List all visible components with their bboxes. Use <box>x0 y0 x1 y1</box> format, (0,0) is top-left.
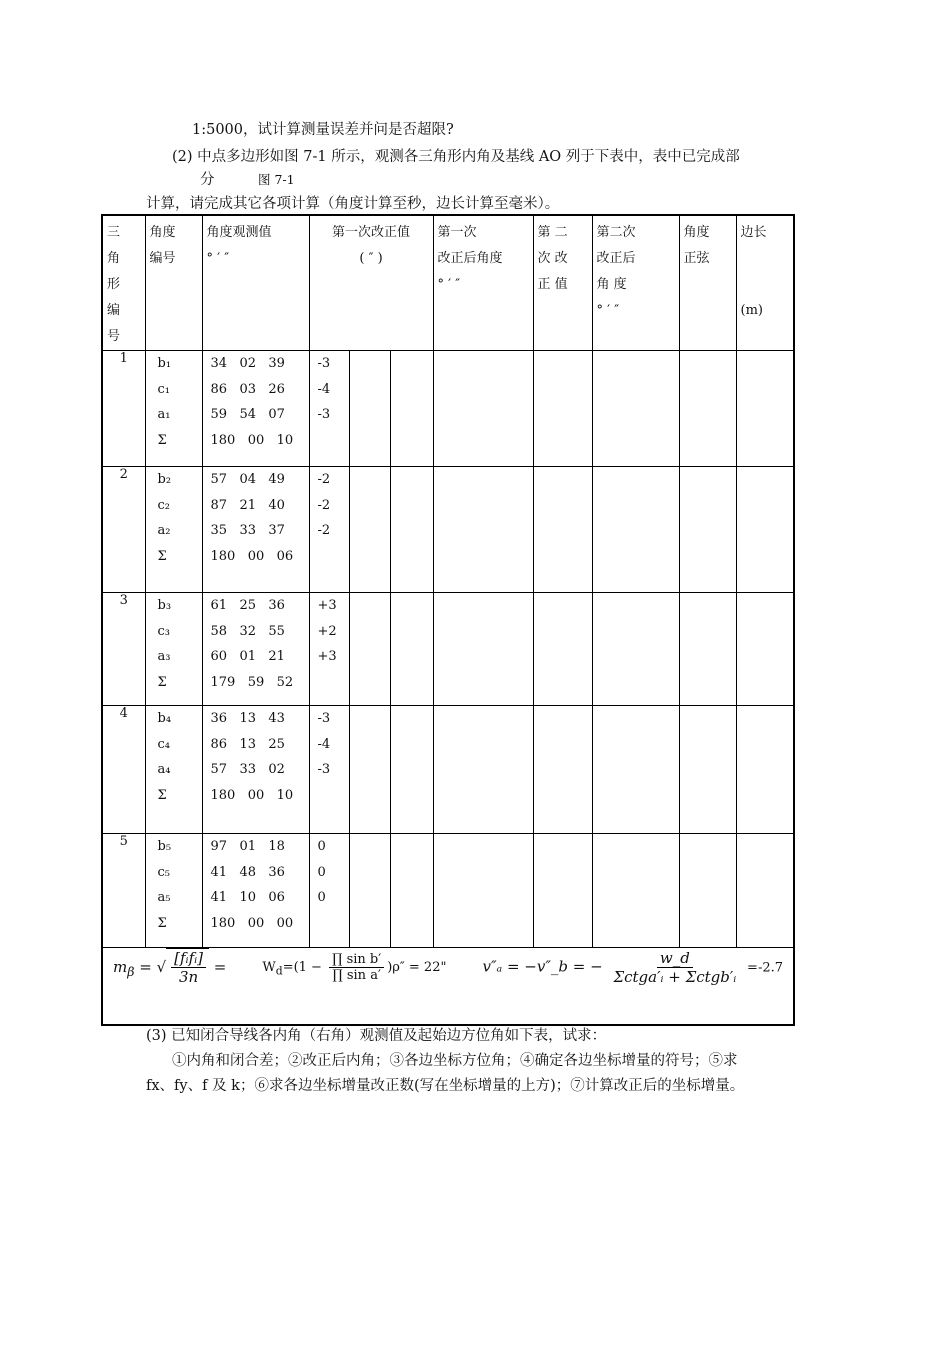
first-corrections <box>309 593 349 706</box>
first-corrections-line-1: +2 <box>317 623 337 639</box>
empty-cell <box>349 593 390 706</box>
observed-angles-line-1: 86 03 26 <box>210 381 285 397</box>
formula-w-value: = 22" <box>408 959 447 975</box>
empty-cell <box>390 351 433 467</box>
text-line-2: (2) 中点多边形如图 7-1 所示，观测各三角形内角及基线 AO 列于下表中，表中已完成部 <box>172 149 740 165</box>
angle-labels <box>145 467 202 593</box>
empty-cell <box>390 593 433 706</box>
formula-m-den: 3n <box>178 968 199 986</box>
angle-labels-line-0: b₃ <box>157 598 172 613</box>
formula-m-sub: β <box>127 964 135 979</box>
header-text-c7-1: 改正后 <box>596 251 636 266</box>
formula-w-sub: d <box>275 964 283 978</box>
header-text-c7-0: 第二次 <box>596 225 636 240</box>
header-text-c6-2: 正 值 <box>537 277 568 292</box>
first-corrections-line-0: +3 <box>317 598 337 613</box>
first-corrections-line-2: -2 <box>317 523 331 538</box>
angle-labels-line-0: b₁ <box>157 356 172 371</box>
header-text-c7-3: ° ′ ″ <box>596 303 620 318</box>
angle-labels-line-3: Σ <box>157 432 167 448</box>
observed-angles-line-0: 34 02 39 <box>210 356 285 371</box>
header-second-correction <box>533 215 592 351</box>
header-text-c9-0: 边长 <box>740 225 767 240</box>
empty-cell <box>679 706 736 834</box>
header-text-c5-1: 改正后角度 <box>437 251 503 266</box>
formula-w-den: ∏ sin a′ <box>332 967 381 983</box>
angle-labels-line-0: b₅ <box>157 839 172 854</box>
angle-labels <box>145 706 202 834</box>
empty-cell <box>736 467 794 593</box>
angle-labels-line-2: a₅ <box>157 890 171 905</box>
figure-caption: 图 7-1 <box>258 172 295 187</box>
observed-angles-line-0: 97 01 18 <box>210 839 285 854</box>
empty-cell <box>592 593 679 706</box>
observed-angles-line-1: 41 48 36 <box>210 864 285 880</box>
header-text-c3-0: 角度观测值 <box>206 225 272 240</box>
empty-cell <box>533 351 592 467</box>
angle-labels-line-0: b₄ <box>157 711 172 726</box>
header-first-correction <box>309 215 433 351</box>
angle-labels-line-2: a₃ <box>157 649 171 664</box>
angle-labels-line-0: b₂ <box>157 472 172 487</box>
triangle-group-5 <box>102 834 794 948</box>
formula-v-den: Σctga′ᵢ + Σctgb′ᵢ <box>613 967 737 986</box>
formula-line: $m_\beta$ = √ $\frac{\text{[fᵢfᵢ]}}{3n}$ = $W_d=(1$ − $\frac{\text{∏ sin b′}}{\text{∏ sin a′}}$ )ρ″ = 22" v″ₐ = −v″_b = − $\frac{w\_d}{\text{Σctga′ᵢ + Σctgb′ᵢ}}$ =-2.7 <box>113 948 784 986</box>
angle-labels <box>145 351 202 467</box>
text-after-1: (3) 已知闭合导线各内角（右角）观测值及起始边方位角如下表，试求： <box>146 1028 607 1044</box>
header-text-c3-1: ° ′ ″ <box>206 251 230 266</box>
observed-angles-line-3: 180 00 10 <box>210 787 294 803</box>
empty-cell <box>736 834 794 948</box>
text-line-1: 1:5000，试计算测量误差并问是否超限? <box>192 122 454 138</box>
header-row <box>102 215 794 351</box>
empty-cell <box>390 467 433 593</box>
empty-cell <box>533 593 592 706</box>
first-corrections-line-2: -3 <box>317 407 331 422</box>
angle-labels <box>145 593 202 706</box>
first-corrections-line-3 <box>318 544 349 570</box>
header-triangle-no <box>102 215 145 351</box>
angle-labels-line-2: a₂ <box>157 523 171 538</box>
first-corrections-line-0: 0 <box>317 839 326 854</box>
empty-cell <box>592 351 679 467</box>
formula-v-value: =-2.7 <box>747 960 784 975</box>
empty-cell <box>433 706 533 834</box>
header-observed <box>202 215 309 351</box>
header-text-c4-1: ( ″ ) <box>359 251 383 266</box>
empty-cell <box>679 467 736 593</box>
angle-labels-line-1: c₃ <box>157 623 170 639</box>
empty-cell <box>533 706 592 834</box>
empty-cell <box>349 467 390 593</box>
observed-angles-line-2: 35 33 37 <box>210 523 285 538</box>
observed-angles-line-3: 180 00 00 <box>210 915 294 931</box>
observed-angles-line-2: 41 10 06 <box>210 890 285 905</box>
empty-cell <box>736 351 794 467</box>
empty-cell <box>433 593 533 706</box>
empty-cell <box>592 706 679 834</box>
header-text-c1-0: 三 <box>107 225 121 240</box>
triangle-number: 2 <box>102 467 145 593</box>
header-text-c6-0: 第 二 <box>537 225 568 240</box>
empty-cell <box>679 834 736 948</box>
header-side-length <box>736 215 794 351</box>
angle-labels-line-2: a₁ <box>157 407 171 422</box>
header-text-c2-0: 角度 <box>149 225 176 240</box>
empty-cell <box>433 351 533 467</box>
observed-angles-line-3: 180 00 10 <box>210 432 294 448</box>
angle-labels-line-3: Σ <box>157 674 167 690</box>
header-text-c2-1: 编号 <box>149 251 176 266</box>
observed-angles-line-0: 36 13 43 <box>210 711 285 726</box>
triangle-number: 5 <box>102 834 145 948</box>
calc-table <box>101 214 795 1026</box>
empty-cell <box>533 467 592 593</box>
header-text-c9-1: (m) <box>740 303 763 318</box>
empty-cell <box>349 834 390 948</box>
empty-cell <box>433 467 533 593</box>
first-corrections-line-3 <box>318 670 349 696</box>
angle-labels-line-3: Σ <box>157 548 167 564</box>
triangle-number: 1 <box>102 351 145 467</box>
first-corrections-line-2: +3 <box>317 649 337 664</box>
first-corrections-line-1: -4 <box>317 736 331 752</box>
first-corrections-line-0: -2 <box>317 472 331 487</box>
formula-w-close: )ρ″ <box>387 959 405 975</box>
formula-eq: = <box>213 958 227 976</box>
observed-angles-line-2: 57 33 02 <box>210 762 285 777</box>
empty-cell <box>736 706 794 834</box>
header-first-corrected <box>433 215 533 351</box>
formula-m: m <box>113 958 128 976</box>
empty-cell <box>349 351 390 467</box>
triangle-group-2 <box>102 467 794 593</box>
formula-w-num: ∏ sin b′ <box>329 952 384 968</box>
formula-w-open: =(1 − <box>282 959 322 975</box>
observed-angles <box>202 351 309 467</box>
triangle-number: 3 <box>102 593 145 706</box>
angle-labels-line-3: Σ <box>157 915 167 931</box>
header-text-c1-4: 号 <box>107 329 121 344</box>
first-corrections <box>309 706 349 834</box>
first-corrections-line-3 <box>318 783 349 809</box>
formula-m-num: [fᵢfᵢ] <box>171 949 206 968</box>
header-text-c5-2: ° ′ ″ <box>437 277 461 292</box>
angle-labels <box>145 834 202 948</box>
observed-angles-line-0: 57 04 49 <box>210 472 285 487</box>
header-text-c4-0: 第一次改正值 <box>332 225 411 240</box>
first-corrections <box>309 351 349 467</box>
header-text-c7-2: 角 度 <box>596 277 627 292</box>
observed-angles-line-0: 61 25 36 <box>210 598 285 613</box>
formula-row <box>102 948 794 1026</box>
header-second-corrected <box>592 215 679 351</box>
first-corrections-line-0: -3 <box>317 356 331 371</box>
triangle-group-4 <box>102 706 794 834</box>
header-angle-no <box>145 215 202 351</box>
angle-labels-line-1: c₂ <box>157 497 170 513</box>
empty-cell <box>533 834 592 948</box>
first-corrections <box>309 467 349 593</box>
observed-angles-line-1: 58 32 55 <box>210 623 285 639</box>
angle-labels-line-1: c₁ <box>157 381 170 397</box>
angle-labels-line-3: Σ <box>157 787 167 803</box>
text-line-3a: 分 <box>200 172 215 188</box>
header-text-c6-1: 次 改 <box>537 251 568 266</box>
empty-cell <box>349 706 390 834</box>
first-corrections-line-1: -4 <box>317 381 331 397</box>
observed-angles <box>202 834 309 948</box>
text-line-4: 计算，请完成其它各项计算（角度计算至秒，边长计算至毫米）。 <box>146 196 560 212</box>
first-corrections-line-1: 0 <box>317 864 326 880</box>
empty-cell <box>736 593 794 706</box>
header-text-c5-0: 第一次 <box>437 225 477 240</box>
formula-v-num: w_d <box>657 949 693 968</box>
empty-cell <box>679 593 736 706</box>
formula-v: v″ₐ = −v″_b = − <box>482 957 603 975</box>
observed-angles-line-2: 59 54 07 <box>210 407 285 422</box>
observed-angles <box>202 467 309 593</box>
header-sine <box>679 215 736 351</box>
triangle-number: 4 <box>102 706 145 834</box>
first-corrections-line-1: -2 <box>317 497 331 513</box>
triangle-group-1 <box>102 351 794 467</box>
observed-angles-line-3: 180 00 06 <box>210 548 294 564</box>
angle-labels-line-1: c₄ <box>157 736 170 752</box>
header-text-c1-3: 编 <box>107 303 121 318</box>
first-corrections-line-3 <box>318 911 349 937</box>
triangle-group-3 <box>102 593 794 706</box>
text-after-3: fx、fy、f 及 k；⑥求各边坐标增量改正数(写在坐标增量的上方)；⑦计算改正后的坐标增量。 <box>146 1078 745 1094</box>
observed-angles-line-1: 87 21 40 <box>210 497 285 513</box>
first-corrections-line-3 <box>318 428 349 454</box>
angle-labels-line-1: c₅ <box>157 864 170 880</box>
observed-angles-line-2: 60 01 21 <box>210 649 285 664</box>
first-corrections-line-2: -3 <box>317 762 331 777</box>
formula-w: W <box>262 959 276 975</box>
empty-cell <box>390 834 433 948</box>
first-corrections-line-0: -3 <box>317 711 331 726</box>
first-corrections-line-2: 0 <box>317 890 326 905</box>
empty-cell <box>433 834 533 948</box>
header-text-c8-1: 正弦 <box>683 251 710 266</box>
observed-angles <box>202 706 309 834</box>
header-text-c1-2: 形 <box>107 277 121 292</box>
empty-cell <box>592 467 679 593</box>
observed-angles-line-1: 86 13 25 <box>210 736 285 752</box>
observed-angles-line-3: 179 59 52 <box>210 674 294 690</box>
empty-cell <box>679 351 736 467</box>
first-corrections <box>309 834 349 948</box>
angle-labels-line-2: a₄ <box>157 762 171 777</box>
empty-cell <box>592 834 679 948</box>
header-text-c8-0: 角度 <box>683 225 710 240</box>
header-text-c1-1: 角 <box>107 251 121 266</box>
text-after-2: ①内角和闭合差；②改正后内角；③各边坐标方位角；④确定各边坐标增量的符号；⑤求 <box>172 1053 738 1069</box>
observed-angles <box>202 593 309 706</box>
empty-cell <box>390 706 433 834</box>
